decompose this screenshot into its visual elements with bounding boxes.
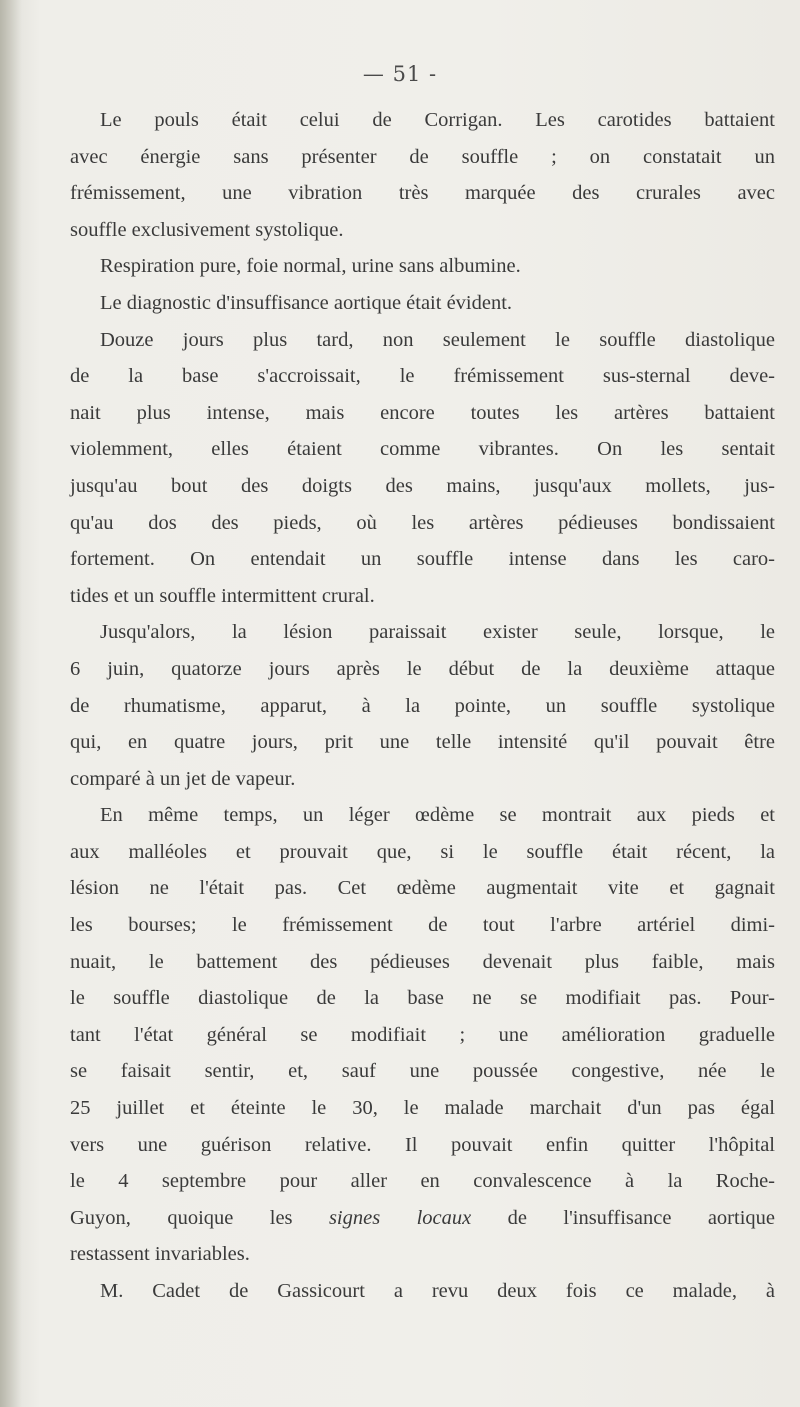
text-line: Respiration pure, foie normal, urine sans albumine.	[100, 255, 521, 278]
text-segment: Guyon, quoique les	[70, 1206, 329, 1229]
text-line: aux malléoles et prouvait que, si le souffle était récent, la	[70, 840, 775, 863]
text-line: tant l'état général se modifiait ; une amélioration graduelle	[70, 1023, 775, 1046]
text-line: En même temps, un léger œdème se montrait aux pieds et	[100, 804, 775, 827]
text-line: comparé à un jet de vapeur.	[70, 767, 296, 790]
text-line: frémissement, une vibration très marquée des crurales avec	[70, 182, 775, 205]
text-line: vers une guérison relative. Il pouvait enfin quitter l'hôpital	[70, 1133, 775, 1156]
text-line: les bourses; le frémissement de tout l'arbre artériel dimi-	[70, 914, 775, 937]
text-segment: de l'insuffisance aortique	[471, 1206, 775, 1229]
page-gutter-shadow	[0, 0, 22, 1407]
text-line: se faisait sentir, et, sauf une poussée congestive, née le	[70, 1060, 775, 1083]
text-line: nait plus intense, mais encore toutes les artères battaient	[70, 401, 775, 424]
text-line	[70, 1200, 775, 1237]
text-line: avec énergie sans présenter de souffle ; on constatait un	[70, 145, 775, 168]
text-line: Le pouls était celui de Corrigan. Les carotides battaient	[100, 109, 775, 131]
text-line: qui, en quatre jours, prit une telle intensité qu'il pouvait être	[70, 731, 775, 754]
text-line: le 4 septembre pour aller en convalescence à la Roche-	[70, 1170, 775, 1193]
paragraph-lines	[70, 102, 775, 1163]
text-line: de rhumatisme, apparut, à la pointe, un souffle systolique	[70, 694, 775, 717]
text-line: 25 juillet et éteinte le 30, le malade marchait d'un pas égal	[70, 1097, 775, 1120]
text-line: Le diagnostic d'insuffisance aortique était évident.	[100, 291, 513, 314]
text-line: Jusqu'alors, la lésion paraissait exister seule, lorsque, le	[100, 621, 775, 644]
text-line: lésion ne l'était pas. Cet œdème augmentait vite et gagnait	[70, 877, 775, 900]
text-line: 6 juin, quatorze jours après le début de la deuxième attaque	[70, 657, 775, 680]
text-line: restassent invariables.	[70, 1243, 250, 1266]
text-line: tides et un souffle intermittent crural.	[70, 584, 375, 607]
text-line: Douze jours plus tard, non seulement le souffle diastolique	[100, 328, 775, 351]
text-line: qu'au dos des pieds, où les artères pédieuses bondissaient	[70, 511, 775, 534]
text-line: de la base s'accroissait, le frémissement sus-sternal deve-	[70, 365, 775, 388]
text-line: M. Cadet de Gassicourt a revu deux fois ce malade, à	[100, 1280, 775, 1302]
text-line: le souffle diastolique de la base ne se modifiait pas. Pour-	[70, 987, 775, 1010]
italic-phrase: signes locaux	[328, 1206, 472, 1229]
text-line: jusqu'au bout des doigts des mains, jusqu'aux mollets, jus-	[70, 474, 775, 497]
page-number: — 51 -	[362, 62, 438, 86]
text-line: nuait, le battement des pédieuses devenait plus faible, mais	[70, 950, 775, 973]
body-text	[70, 102, 775, 1310]
text-line: violemment, elles étaient comme vibrantes. On les sentait	[70, 438, 775, 461]
paragraph-lines	[70, 1236, 775, 1309]
text-line: souffle exclusivement systolique.	[70, 218, 344, 241]
text-line: fortement. On entendait un souffle intense dans les caro-	[70, 548, 775, 571]
